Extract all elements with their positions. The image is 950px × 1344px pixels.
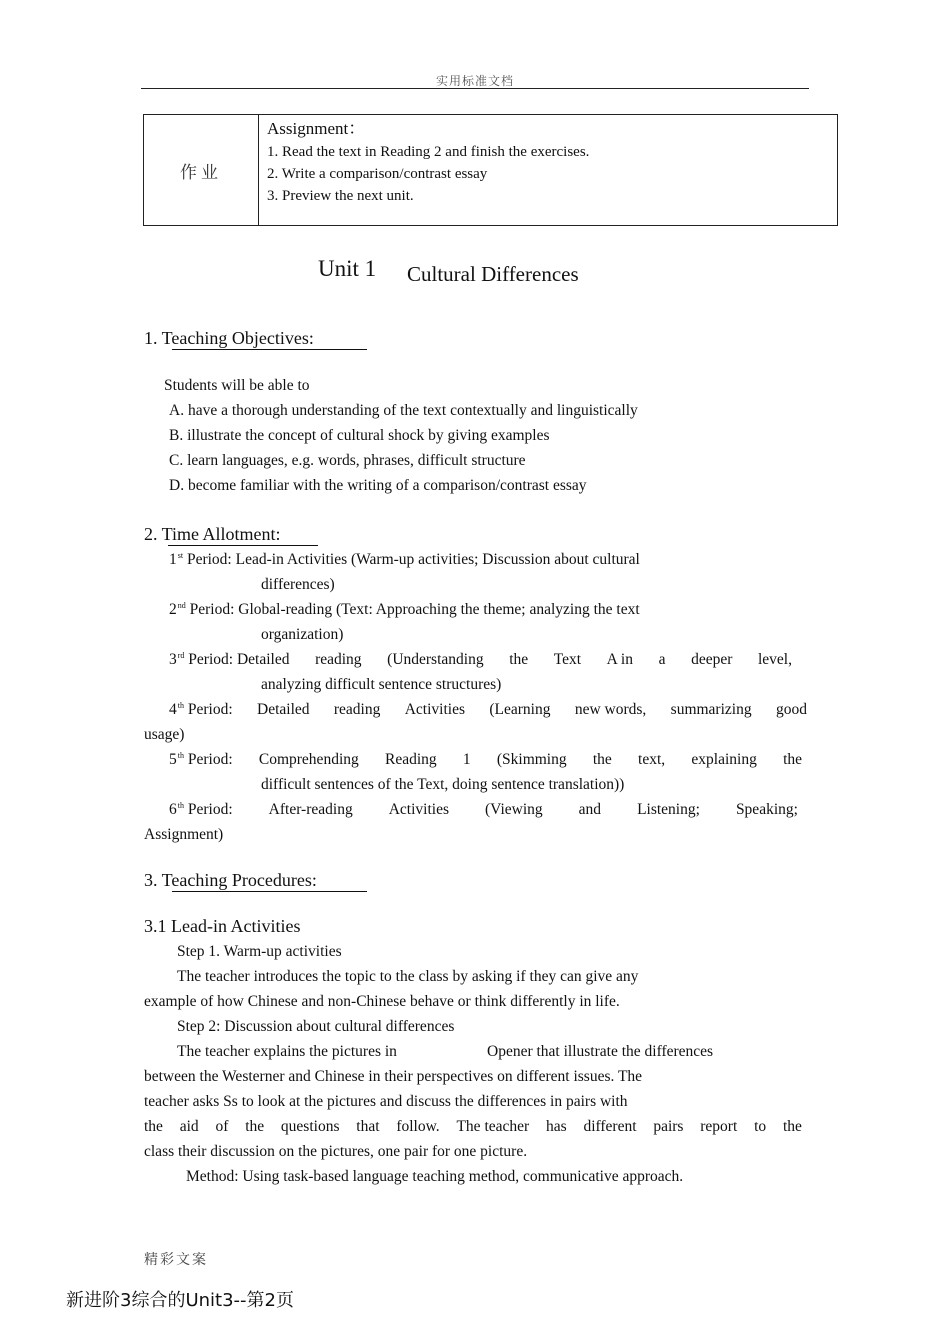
period-word: (Learning: [489, 701, 551, 718]
assignment-item: 2. Write a comparison/contrast essay: [267, 166, 488, 182]
period-word: new words,: [574, 701, 647, 718]
ordinal-suffix: nd: [177, 601, 186, 610]
period-6: [169, 801, 798, 819]
period-word: level,: [757, 651, 792, 668]
period-number: 1: [169, 551, 177, 568]
header-rule: [141, 88, 809, 89]
paragraph-line: The teacher introduces the topic to the class by asking if they can give any: [177, 968, 639, 985]
word: report: [700, 1118, 738, 1135]
word: that: [356, 1118, 380, 1135]
period-5-cont: difficult sentences of the Text, doing sentence translation)): [261, 776, 625, 793]
paragraph-line: [144, 1118, 802, 1136]
word: to: [754, 1118, 767, 1135]
ordinal-suffix: th: [177, 801, 184, 810]
ordinal-suffix: rd: [177, 651, 185, 660]
heading-underline: [168, 545, 318, 546]
period-number: 5: [169, 751, 177, 768]
step-1-title: Step 1. Warm-up activities: [177, 943, 342, 960]
word: The teacher: [456, 1118, 530, 1135]
period-word: Speaking;: [735, 801, 798, 818]
paragraph-line: example of how Chinese and non-Chinese behave or think differently in life.: [144, 993, 620, 1010]
word: aid: [179, 1118, 199, 1135]
period-6-cont: Assignment): [144, 826, 224, 843]
homework-label: 作业: [144, 115, 259, 225]
period-word: a: [658, 651, 666, 668]
objectives-heading: 1. Teaching Objectives:: [144, 328, 314, 348]
period-word: Period:: [187, 701, 233, 718]
heading-underline: [172, 891, 367, 892]
period-number: 3: [169, 651, 177, 668]
period-word: 1: [462, 751, 471, 768]
period-word: Comprehending: [258, 751, 359, 768]
word: the: [144, 1118, 163, 1135]
period-word: Period:: [187, 751, 233, 768]
step-2-title: Step 2: Discussion about cultural differences: [177, 1018, 455, 1035]
objective-item: B. illustrate the concept of cultural shock by giving examples: [169, 427, 550, 444]
paragraph-line: teacher asks Ss to look at the pictures and discuss the differences in pairs with: [144, 1093, 628, 1110]
period-word: Reading: [384, 751, 437, 768]
footer-label: 精彩文案: [144, 1252, 208, 1268]
period-number: 6: [169, 801, 177, 818]
period-word: (Skimming: [496, 751, 567, 768]
word: pairs: [653, 1118, 684, 1135]
assignment-item: 1. Read the text in Reading 2 and finish the exercises.: [267, 144, 590, 160]
paragraph-line: Opener that illustrate the differences: [487, 1043, 714, 1060]
period-text: Period: Global-reading (Text: Approaching the theme; analyzing the text: [189, 601, 640, 618]
ordinal-suffix: th: [177, 751, 184, 760]
period-4-cont: usage): [144, 726, 185, 743]
period-word: (Understanding: [387, 651, 484, 668]
period-text: Period: Lead-in Activities (Warm-up activities; Discussion about cultural: [186, 551, 640, 568]
period-4: [169, 701, 807, 719]
period-number-group: [169, 651, 289, 669]
period-number-group: [169, 801, 233, 819]
period-number: 2: [169, 601, 177, 618]
period-word: Detailed: [257, 701, 310, 718]
period-word: After-reading: [268, 801, 353, 818]
word: of: [215, 1118, 229, 1135]
period-word: deeper: [691, 651, 733, 668]
period-number: 4: [169, 701, 177, 718]
assignment-title: Assignment：: [267, 119, 366, 138]
period-word: the: [509, 651, 529, 668]
ordinal-suffix: th: [177, 701, 184, 710]
period-number-group: [169, 751, 233, 769]
document-caption: 新进阶3综合的Unit3--第2页: [66, 1290, 294, 1311]
period-word: (Viewing: [485, 801, 543, 818]
homework-table: [143, 114, 838, 226]
period-5: [169, 751, 802, 769]
period-word: explaining: [691, 751, 757, 768]
ordinal-suffix: st: [177, 551, 184, 560]
word: different: [583, 1118, 637, 1135]
period-word: reading: [333, 701, 381, 718]
paragraph-line: between the Westerner and Chinese in their perspectives on different issues. The: [144, 1068, 643, 1085]
procedures-heading: 3. Teaching Procedures:: [144, 870, 317, 890]
period-word: text,: [638, 751, 666, 768]
period-word: Listening;: [637, 801, 700, 818]
period-3: [169, 651, 792, 669]
word: questions: [280, 1118, 340, 1135]
period-word: Activities: [388, 801, 449, 818]
word: the: [245, 1118, 265, 1135]
period-number-group: [169, 701, 233, 719]
period-word: the: [783, 751, 802, 768]
objectives-intro: Students will be able to: [164, 377, 310, 394]
homework-content: [267, 117, 589, 207]
time-heading: 2. Time Allotment:: [144, 524, 281, 544]
objective-item: C. learn languages, e.g. words, phrases, difficult structure: [169, 452, 526, 469]
word: the: [782, 1118, 802, 1135]
period-word: Period: Detailed: [188, 651, 290, 668]
period-2-cont: organization): [261, 626, 344, 643]
method-line: Method: Using task-based language teaching method, communicative approach.: [186, 1168, 684, 1185]
word: follow.: [396, 1118, 440, 1135]
page-header: 实用标准文档: [435, 74, 514, 88]
period-word: Period:: [187, 801, 233, 818]
period-word: the: [592, 751, 612, 768]
period-3-cont: analyzing difficult sentence structures): [261, 676, 502, 693]
leadin-heading: 3.1 Lead-in Activities: [144, 916, 301, 936]
heading-underline: [172, 349, 367, 350]
unit-title: Cultural Differences: [407, 262, 579, 286]
period-word: good: [775, 701, 807, 718]
period-word: Activities: [404, 701, 465, 718]
period-word: A in: [606, 651, 633, 668]
paragraph-line: class their discussion on the pictures, one pair for one picture.: [144, 1143, 528, 1160]
period-2: [169, 601, 640, 619]
period-word: Text: [553, 651, 582, 668]
objective-item: D. become familiar with the writing of a comparison/contrast essay: [169, 477, 587, 494]
unit-number: Unit 1: [318, 256, 377, 281]
assignment-item: 3. Preview the next unit.: [267, 188, 414, 204]
word: has: [545, 1118, 567, 1135]
period-word: summarizing: [670, 701, 752, 718]
period-word: and: [578, 801, 602, 818]
period-word: reading: [315, 651, 362, 668]
period-1: [169, 551, 640, 569]
objective-item: A. have a thorough understanding of the text contextually and linguistically: [169, 402, 638, 419]
period-1-cont: differences): [261, 576, 335, 593]
paragraph-line: The teacher explains the pictures in: [177, 1043, 397, 1060]
